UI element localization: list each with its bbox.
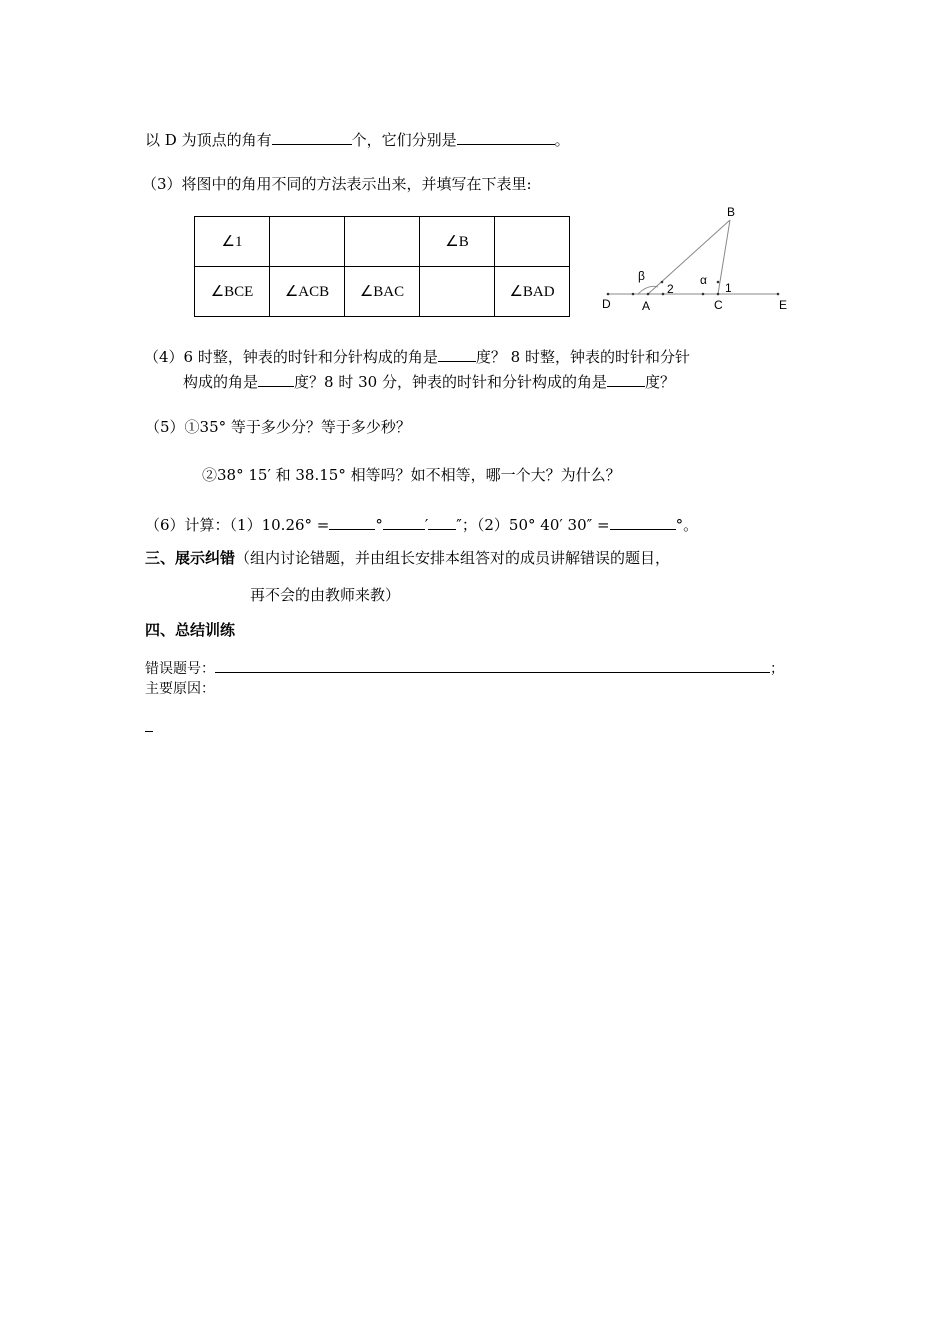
question-3-text: （3）将图中的角用不同的方法表示出来，并填写在下表里:: [142, 175, 532, 193]
q4-part-a: （4）6 时整，钟表的时针和分针构成的角是: [144, 348, 438, 366]
table-cell: ∠BCE: [195, 267, 270, 317]
table-cell: ∠1: [195, 217, 270, 267]
points: [607, 281, 780, 296]
section-3-text2: 再不会的由教师来教）: [250, 586, 401, 604]
label-alpha: α: [700, 273, 707, 287]
table-cell: ∠BAC: [345, 267, 420, 317]
label-one: 1: [725, 281, 732, 295]
blank-minutes[interactable]: [383, 513, 425, 530]
q4-part-d: 度？8 时 30 分，钟表的时针和分针构成的角是: [294, 373, 607, 391]
label-two: 2: [667, 282, 674, 296]
reason-answer-field[interactable]: [145, 731, 153, 732]
question-3: [142, 174, 532, 194]
table-row: [195, 217, 570, 267]
q4-part-b: 度？ 8 时整，钟表的时针和分针: [475, 348, 690, 366]
q6-part-b: ；（2）50° 40′ 30″ =: [461, 516, 610, 534]
question-5b: [202, 465, 621, 485]
error-number-label: 错误题号：: [145, 661, 215, 677]
line1-prefix: 以 D 为顶点的角有: [145, 131, 272, 149]
main-reason-label: 主要原因：: [145, 681, 215, 697]
table-cell: ∠B: [420, 217, 495, 267]
angle-table: [194, 216, 570, 317]
minute-symbol: ′: [424, 516, 429, 534]
q5-part-b: ②38° 15′ 和 38.15° 相等吗？如不相等，哪一个大？为什么？: [202, 466, 621, 484]
blank-6-oclock[interactable]: [438, 345, 476, 362]
geometry-figure: [598, 202, 798, 317]
question-6: [145, 513, 698, 535]
table-cell: ∠BAD: [495, 267, 570, 317]
blank-decimal-degrees[interactable]: [610, 513, 676, 530]
question-5a: [145, 417, 411, 437]
section-3-text: （组内讨论错题，并由组长安排本组答对的成员讲解错误的题目，: [235, 549, 671, 567]
q5-part-a: （5）①35° 等于多少分？等于多少秒？: [145, 418, 411, 436]
blank-degrees[interactable]: [329, 513, 375, 530]
degree-symbol: °: [375, 516, 383, 534]
label-e: E: [779, 298, 788, 312]
section-3: [145, 548, 670, 568]
blank-830[interactable]: [607, 370, 645, 387]
blank-angles[interactable]: [457, 128, 555, 145]
error-number-end: ；: [770, 661, 784, 677]
line1-suffix: 。: [554, 131, 570, 149]
section-3-continued: [250, 585, 400, 605]
table-cell[interactable]: [495, 217, 570, 267]
section-4-title: 四、总结训练: [145, 621, 236, 639]
blank-count[interactable]: [272, 128, 352, 145]
error-number-line: [145, 656, 784, 679]
q6-part-c: °。: [675, 516, 699, 534]
q6-part-a: （6）计算：（1）10.26° =: [145, 516, 330, 534]
section-3-title: 三、展示纠错: [145, 549, 236, 567]
question-4-line1: [144, 345, 690, 367]
table-cell: ∠ACB: [270, 267, 345, 317]
blank-8-oclock[interactable]: [258, 370, 294, 387]
table-cell[interactable]: [420, 267, 495, 317]
label-b: B: [727, 205, 736, 219]
label-a: A: [642, 299, 651, 313]
second-symbol: ″: [456, 516, 462, 534]
error-number-field[interactable]: [215, 656, 770, 673]
main-reason-line: [145, 679, 215, 699]
label-beta: β: [638, 269, 645, 283]
q4-part-c: 构成的角是: [183, 373, 259, 391]
line1-mid: 个，它们分别是: [351, 131, 457, 149]
line-d-vertex: [145, 128, 570, 150]
blank-seconds[interactable]: [428, 513, 456, 530]
question-4-line2: [183, 370, 675, 392]
label-c: C: [714, 298, 723, 312]
table-cell[interactable]: [345, 217, 420, 267]
table-row: [195, 267, 570, 317]
section-4: [145, 620, 235, 640]
label-d: D: [602, 297, 611, 311]
table-cell[interactable]: [270, 217, 345, 267]
q4-part-e: 度？: [644, 373, 675, 391]
